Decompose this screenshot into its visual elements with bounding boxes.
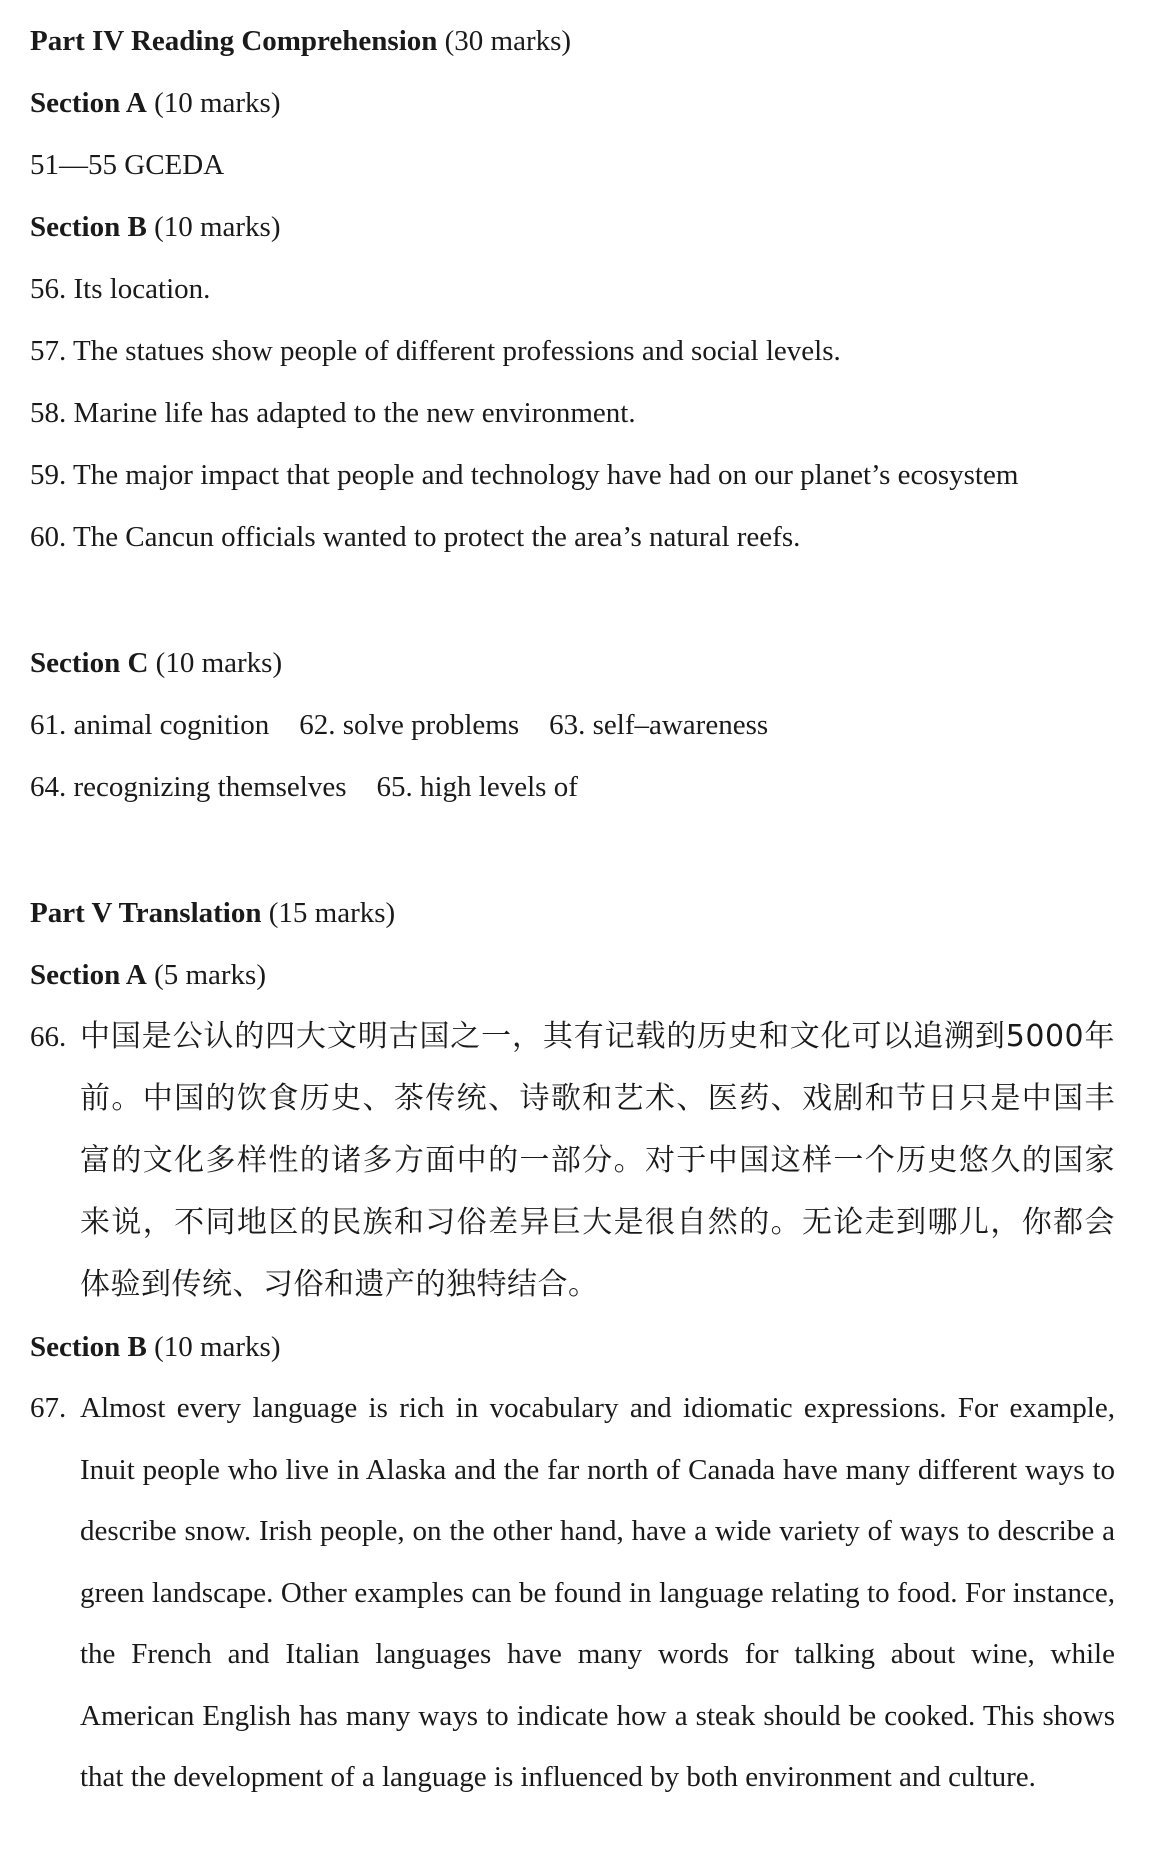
section-c-marks: (10 marks): [148, 647, 283, 679]
question-67-text: Almost every language is rich in vocabulary and idiomatic expressions. For example, Inuit people who live in Alaska and the far north of Canada have many different ways to describe snow. Irish people, on the other hand, have a wide variety of ways to describe a green landscape. Other examples can be found in language relating to food. For instance, the French and Italian languages have many words for talking about wine, while American English has many ways to indicate how a steak should be cooked. This shows that the development of a language is influenced by both environment and culture.: [80, 1392, 1115, 1793]
answer-62: 62. solve problems: [299, 709, 520, 741]
part-v-heading: [30, 882, 1115, 944]
answer-60: 60. The Cancun officials wanted to protect the area’s natural reefs.: [30, 521, 801, 553]
question-67-number: 67.: [30, 1392, 67, 1424]
answers-61-63-row: [30, 694, 1115, 756]
part-iv-marks: (30 marks): [437, 25, 572, 57]
answer-61: 61. animal cognition: [30, 709, 270, 741]
translation-section-b-marks: (10 marks): [146, 1331, 281, 1363]
section-b-title: Section B: [30, 211, 147, 243]
translation-section-a-marks: (5 marks): [146, 959, 266, 991]
answers-51-55: 51—55 GCEDA: [30, 149, 225, 181]
question-66-number: 66.: [30, 1021, 67, 1053]
answer-59: 59. The major impact that people and technology have had on our planet’s ecosystem: [30, 459, 1019, 491]
section-a-title: Section A: [30, 87, 147, 119]
part-iv-section-a-heading: [30, 72, 1115, 134]
part-v-section-a-heading: [30, 944, 1115, 1006]
question-67: [30, 1378, 1115, 1809]
answer-65: 65. high levels of: [376, 771, 578, 803]
section-c-title: Section C: [30, 647, 149, 679]
answer-63: 63. self–awareness: [549, 709, 769, 741]
translation-section-a-title: Section A: [30, 959, 147, 991]
answer-58: 58. Marine life has adapted to the new environment.: [30, 397, 636, 429]
part-iv-title: Part IV Reading Comprehension: [30, 25, 438, 57]
part-v-section-b-heading: [30, 1316, 1115, 1378]
translation-section-b-title: Section B: [30, 1331, 147, 1363]
answer-57: 57. The statues show people of different professions and social levels.: [30, 335, 841, 367]
part-iv-heading: [30, 10, 1115, 72]
question-66: [30, 1006, 1115, 1316]
section-a-marks: (10 marks): [146, 87, 281, 119]
part-iv-section-c-heading: [30, 632, 1115, 694]
part-iv-section-b-heading: [30, 196, 1115, 258]
answers-64-65-row: [30, 756, 1115, 818]
section-b-marks: (10 marks): [146, 211, 281, 243]
part-v-marks: (15 marks): [261, 897, 396, 929]
question-66-text: 中国是公认的四大文明古国之一，其有记载的历史和文化可以追溯到5000年前。中国的饮食历史、茶传统、诗歌和艺术、医药、戏剧和节日只是中国丰富的文化多样性的诸多方面中的一部分。对于中国这样一个历史悠久的国家来说，不同地区的民族和习俗差异巨大是很自然的。无论走到哪儿，你都会体验到传统、习俗和遗产的独特结合。: [80, 1019, 1115, 1302]
part-v-title: Part V Translation: [30, 897, 262, 929]
answer-56: 56. Its location.: [30, 273, 211, 305]
answer-64: 64. recognizing themselves: [30, 771, 347, 803]
